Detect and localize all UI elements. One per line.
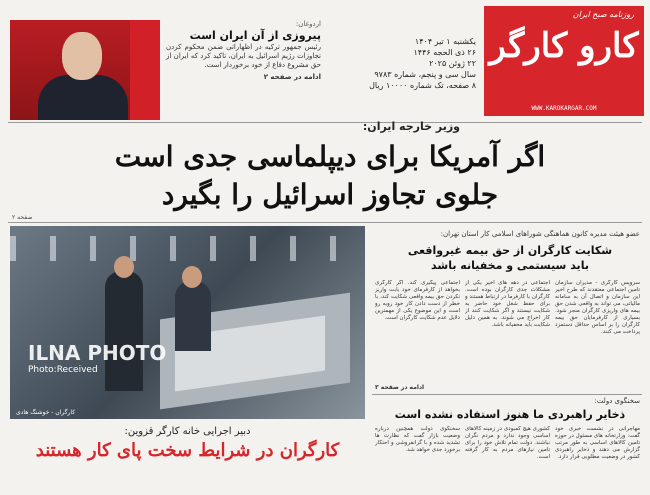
- main-headline-line1[interactable]: اگر آمریکا برای دیپلماسی جدی است: [114, 140, 546, 173]
- continued-link[interactable]: ادامه در صفحه ۳: [375, 384, 425, 391]
- story-title: پیروزی از آن ایران است: [189, 29, 321, 42]
- watermark-agency: ILNA PHOTO: [28, 341, 167, 365]
- worker-head: [114, 256, 134, 278]
- story-title[interactable]: کارگران در شرایط سخت پای کار هستند: [35, 440, 340, 461]
- issue-line: ۸ صفحه، تک شماره ۱۰۰۰۰ ریال: [369, 81, 476, 90]
- divider: [8, 122, 642, 123]
- story-kicker: دبیر اجرایی خانه کارگر قزوین:: [124, 426, 251, 437]
- watermark-source: Photo:Received: [28, 365, 98, 375]
- photo-watermark: [28, 341, 218, 379]
- continued-link[interactable]: ادامه در صفحه ۲: [263, 73, 321, 81]
- story-title[interactable]: ذخایر راهبردی ما هنوز استفاده نشده است: [394, 408, 626, 421]
- factory-photo: [10, 226, 365, 419]
- story-columns: [375, 426, 640, 488]
- issue-info: [356, 36, 476, 91]
- photo-credit: کارگران - خوشنگ هادی: [16, 409, 76, 416]
- story-column: کشوری هیچ کمبودی در زمینه کالاهای اساسی وجود ندارد و مردم نگران نباشند. دولت تمام تلاش خود را برای تامین نیازهای مردم به کار گرفته است.: [465, 426, 550, 460]
- story-column: سخنگوی دولت همچنین درباره وضعیت بازار گفت که نظارت ها تشدید شده و با گرانفروشی و احتکار برخورد جدی خواهد شد.: [375, 426, 460, 453]
- erdogan-photo: [10, 20, 160, 120]
- erdogan-story: [166, 20, 321, 82]
- story-column: اجتماعی در دهه های اخیر یکی از مشکلات جدی کارگران بوده است. کارگران با کارفرما در ارتباط هستند و برای حفظ شغل خود حاضر به شکایت نیستند و اگر شکایت کنند از کار اخراج می شوند. به همین دلیل شکایت باید مخفیانه باشد.: [465, 280, 550, 328]
- issue-line: یکشنبه ۱ تیر ۱۴۰۴: [414, 37, 476, 46]
- issue-line: سال سی و پنجم، شماره ۹۷۸۳: [374, 70, 476, 79]
- story-column: مهاجرانی در نشست خبری خود گفت: وزارتخانه های مسئول در حوزه تامین کالاهای اساسی به طور مرتب گزارش می دهند و ذخایر راهبردی کشور در وضعیت مطلوبی قرار دارد.: [555, 426, 640, 460]
- story-columns: [375, 280, 640, 395]
- page-reference: صفحه ۲: [12, 214, 33, 221]
- story-kicker: سخنگوی دولت:: [594, 397, 640, 405]
- issue-line: ۲۲ ژوئن ۲۰۲۵: [429, 59, 476, 68]
- divider: [8, 222, 642, 223]
- worker-head: [182, 266, 202, 288]
- story-kicker: عضو هیئت مدیره کانون هماهنگی شوراهای اسلامی کار استان تهران:: [440, 230, 640, 238]
- story-body: رئیس جمهور ترکیه در اظهاراتی ضمن محکوم کردن تجاوزات رژیم اسرائیل به ایران، تاکید کرد که ایران از حق مشروع دفاع از خود برخوردار است.: [166, 43, 321, 69]
- figure-head: [62, 32, 102, 80]
- figure-body: [38, 75, 128, 120]
- issue-line: ۲۶ ذی الحجه ۱۴۴۶: [413, 48, 476, 57]
- newspaper-logo: کارو کارگر: [489, 26, 639, 66]
- story-kicker: اردوغان:: [295, 20, 321, 28]
- main-headline-line2[interactable]: جلوی تجاوز اسرائیل را بگیرد: [161, 178, 499, 211]
- story-column: سرویس کارگری - مدیران سازمان تامین اجتماعی معتقدند که طرح اخیر این سازمان و اتصال آن به سامانه مالیاتی، می تواند به واقعی شدن حق بیمه های واریزی کارگران منجر شود. بسیاری از کارفرمایان حق بیمه کارگران را بر اساس حداقل دستمزد پرداخت می کنند.: [555, 280, 640, 335]
- story-column: اجتماعی پیگیری کند. اگر کارگری بخواهد از کارفرمای خود بابت واریز نکردن حق بیمه واقعی شکایت کند، با خطر از دست دادن کار خود روبه رو است و این موضوع یکی از مهمترین دلایل عدم شکایت کارگران است.: [375, 280, 460, 321]
- story-title[interactable]: [380, 243, 640, 273]
- main-kicker: وزیر خارجه ایران:: [362, 120, 460, 133]
- masthead-tagline: روزنامه صبح ایران: [572, 10, 634, 19]
- title-line: باید سیستمی و مخفیانه باشد: [431, 259, 589, 272]
- divider: [372, 394, 642, 395]
- website-url: WWW.KAROKARGAR.COM: [531, 105, 597, 112]
- flag-shape: [130, 20, 160, 120]
- title-line: شکایت کارگران از حق بیمه غیرواقعی: [407, 244, 613, 257]
- ceiling-lights: [10, 236, 365, 261]
- masthead: [484, 6, 644, 116]
